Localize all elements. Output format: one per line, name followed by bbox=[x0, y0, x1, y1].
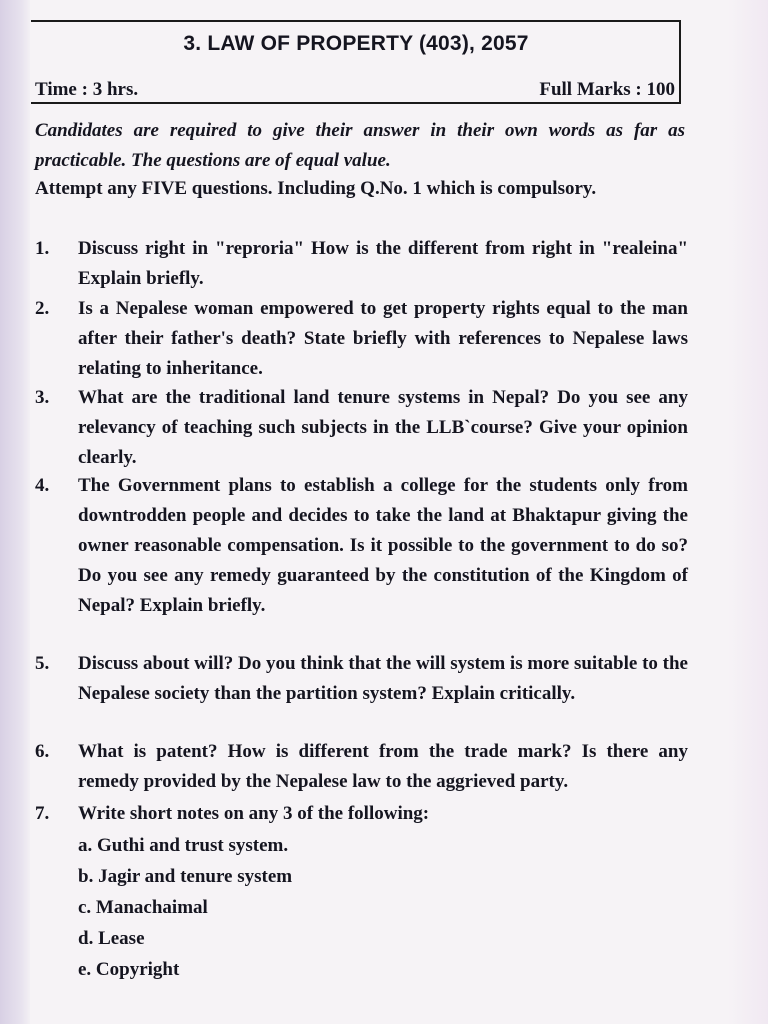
sub-item-d: d. Lease bbox=[78, 928, 145, 949]
question-text: Is a Nepalese woman empowered to get property rights equal to the man after their father's death? State briefly with references to Nepalese laws relating to inheritance. bbox=[78, 298, 688, 379]
question-text: Discuss about will? Do you think that the will system is more suitable to the Nepalese society than the partition system? Explain critically. bbox=[78, 653, 688, 704]
instruction-bold: Attempt any FIVE questions. Including Q.No. 1 which is compulsory. bbox=[35, 178, 597, 199]
sub-item-c: c. Manachaimal bbox=[78, 897, 208, 918]
question-3 bbox=[35, 383, 695, 473]
sub-item-e: e. Copyright bbox=[78, 959, 180, 980]
question-2 bbox=[35, 294, 695, 384]
question-1 bbox=[35, 234, 695, 294]
sub-item-b: b. Jagir and tenure system bbox=[78, 866, 293, 887]
question-6 bbox=[35, 737, 695, 797]
question-7 bbox=[35, 799, 695, 829]
instruction-italic: Candidates are required to give their answer in their own words as far as practicable. The questions are of equal value. bbox=[35, 120, 685, 171]
question-number: 1. bbox=[35, 238, 50, 259]
question-text: Write short notes on any 3 of the following: bbox=[78, 803, 430, 824]
question-number: 5. bbox=[35, 653, 50, 674]
question-text: What are the traditional land tenure systems in Nepal? Do you see any relevancy of teaching such subjects in the LLB`course? Give your opinion clearly. bbox=[78, 387, 688, 468]
question-number: 2. bbox=[35, 298, 50, 319]
exam-title: 3. LAW OF PROPERTY (403), 2057 bbox=[183, 32, 529, 55]
question-text: What is patent? How is different from the trade mark? Is there any remedy provided by the Nepalese law to the aggrieved party. bbox=[78, 741, 688, 792]
sub-item-a: a. Guthi and trust system. bbox=[78, 835, 289, 856]
question-text: The Government plans to establish a college for the students only from downtrodden people and decides to take the land at Bhaktapur giving the owner reasonable compensation. Is it possible to the government to do so? Do you see any remedy guaranteed by the constitution of the Kingdom of Nepal? Explain briefly. bbox=[78, 475, 688, 616]
question-number: 3. bbox=[35, 387, 50, 408]
question-number: 4. bbox=[35, 475, 50, 496]
question-5 bbox=[35, 649, 695, 709]
exam-time: Time : 3 hrs. bbox=[35, 79, 139, 100]
question-number: 7. bbox=[35, 803, 50, 824]
question-text: Discuss right in "reproria" How is the different from right in "realeina" Explain briefly. bbox=[78, 238, 688, 289]
exam-full-marks: Full Marks : 100 bbox=[539, 79, 675, 100]
question-number: 6. bbox=[35, 741, 50, 762]
exam-header bbox=[31, 20, 681, 104]
question-4 bbox=[35, 471, 695, 621]
